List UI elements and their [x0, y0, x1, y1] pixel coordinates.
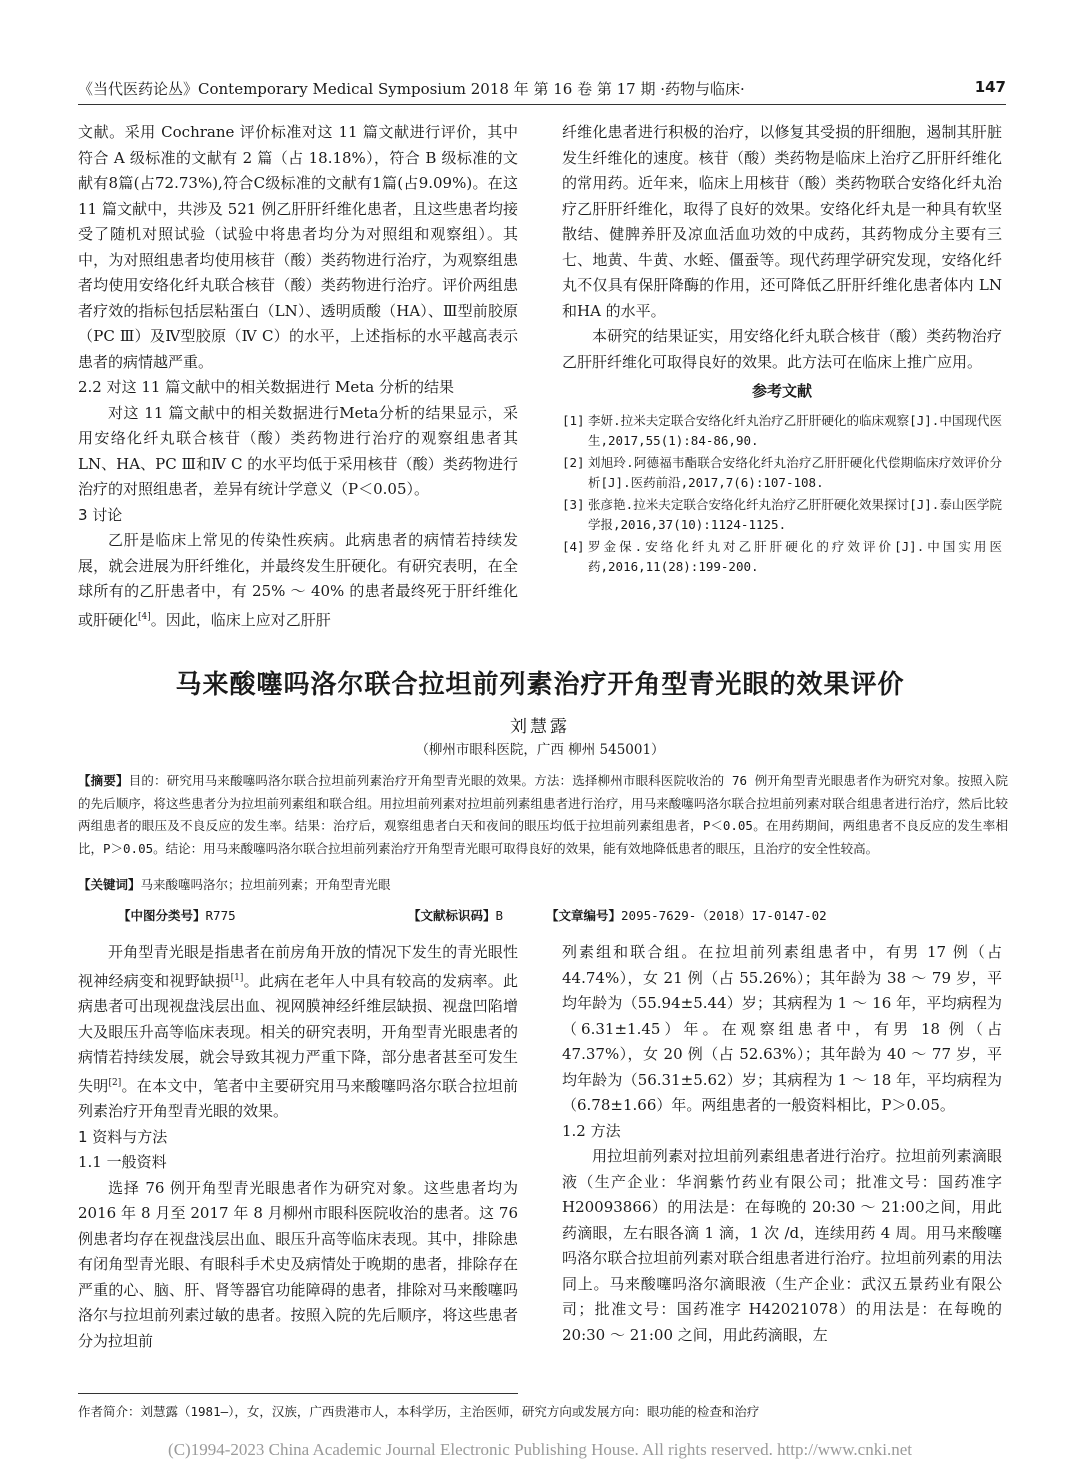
article-title: 马来酸噻吗洛尔联合拉坦前列素治疗开角型青光眼的效果评价	[175, 670, 905, 700]
section-heading-1: 1 资料与方法	[78, 1127, 168, 1146]
body-paragraph: 乙肝是临床上常见的传染性疾病。此病患者的病情若持续发展，就会进展为肝纤维化，并最终发生肝硬化。有研究表明，在全球所有的乙肝患者中，有 25% ～ 40% 的患者最终死于肝纤维化或肝硬化[4]。因此，临床上应对乙肝肝	[78, 531, 518, 629]
abstract	[78, 770, 1008, 860]
keywords	[78, 875, 1008, 893]
body-paragraph: 对这 11 篇文献中的相关数据进行Meta分析的结果显示，采用安络化纤丸联合核苷（酸）类药物进行治疗的观察组患者其LN、HA、PC Ⅲ和Ⅳ C 的水平均低于采用核苷（酸）类药物进行治疗的对照组患者，差异有统计学意义（P＜0.05）。	[78, 403, 518, 498]
header-rule	[78, 104, 1006, 105]
author-affiliation: （柳州市眼科医院，广西 柳州 545001）	[415, 742, 665, 758]
keywords-text: 马来酸噻吗洛尔；拉坦前列素；开角型青光眼	[140, 877, 391, 892]
citation[interactable]: [2]	[108, 1077, 122, 1088]
reference-number: [2]	[562, 454, 585, 470]
body-paragraph: 纤维化患者进行积极的治疗，以修复其受损的肝细胞，遏制其肝脏发生纤维化的速度。核苷（酸）类药物是临床上治疗乙肝肝纤维化的常用药。近年来，临床上用核苷（酸）类药物联合安络化纤丸治疗乙肝肝纤维化，取得了良好的效果。安络化纤丸是一种具有软坚散结、健脾养肝及凉血活血功效的中成药，其药物成分主要有三七、地黄、牛黄、水蛭、僵蚕等。现代药理学研究发现，安络化纤丸不仅具有保肝降酶的作用，还可降低乙肝肝纤维化患者体内 LN 和HA 的水平。	[562, 123, 1002, 320]
running-header	[78, 74, 1006, 104]
reference-item	[562, 453, 1002, 493]
reference-text: 张彦艳.拉米夫定联合安络化纤丸治疗乙肝肝硬化效果探讨[J].泰山医学院学报,2016,37(10):1124-1125.	[588, 496, 1002, 532]
body-paragraph: 用拉坦前列素对拉坦前列素组患者进行治疗。拉坦前列素滴眼液（生产企业：华润紫竹药业有限公司；批准文号：国药准字 H20093866）的用法是：在每晚的 20:30 ～ 21:00之间，用此药滴眼，左右眼各滴 1 滴，1 次 /d，连续用药 4 周。用马来酸噻吗洛尔联合拉坦前列素对联合组患者进行治疗。拉坦前列素的用法同上。马来酸噻吗洛尔滴眼液（生产企业：武汉五景药业有限公司；批准文号：国药准字 H42021078）的用法是：在每晚的 20:30 ～ 21:00 之间，用此药滴眼，左	[562, 1147, 1002, 1344]
author-footnote: 作者简介：刘慧露（1981—），女，汉族，广西贵港市人，本科学历，主治医师，研究方向或发展方向：眼功能的检查和治疗	[78, 1404, 760, 1419]
reference-number: [3]	[562, 496, 585, 512]
footnote-rule	[78, 1393, 518, 1394]
author-name: 刘慧露	[510, 717, 570, 737]
doc-code: 【文献标识码】B	[408, 908, 504, 923]
intro-paragraph: 开角型青光眼是指患者在前房角开放的情况下发生的青光眼性视神经病变和视野缺损[1]。此病在老年人中具有较高的发病率。此病患者可出现视盘浅层出血、视网膜神经纤维层缺损、视盘凹陷增大及眼压升高等临床表现。相关的研究表明，开角型青光眼患者的病情若持续发展，就会导致其视力严重下降，部分患者甚至可发生失明[2]。在本文中，笔者中主要研究用马来酸噻吗洛尔联合拉坦前列素治疗开角型青光眼的效果。	[78, 943, 518, 1120]
section-heading-1-1: 1.1 一般资料	[78, 1153, 167, 1171]
reference-number: [1]	[562, 412, 585, 428]
citation[interactable]: [1]	[230, 972, 244, 983]
page-number: 147	[974, 78, 1006, 96]
clc-code: 【中图分类号】R775	[118, 908, 236, 923]
reference-text: 李妍.拉米夫定联合安络化纤丸治疗乙肝肝硬化的临床观察[J].中国现代医生,2017,55(1):84-86,90.	[588, 412, 1002, 448]
citation[interactable]: [4]	[138, 611, 151, 622]
body-paragraph: 列素组和联合组。在拉坦前列素组患者中，有男 17 例（占44.74%），女 21 例（占 55.26%）；其年龄为 38 ～ 79 岁，平均年龄为（55.94±5.44）岁；其病程为 1 ～ 16 年，平均病程为（6.31±1.45）年。在观察组患者中，有男 18 例（占47.37%），女 20 例（占 52.63%）；其年龄为 40 ～ 77 岁，平均年龄为（56.31±5.62）岁；其病程为 1 ～ 18 年，平均病程为（6.78±1.66）年。两组患者的一般资料相比，P＞0.05。	[562, 943, 1002, 1114]
article-number: 【文章编号】2095-7629-（2018）17-0147-02	[546, 908, 827, 923]
references-heading: 参考文献	[751, 382, 812, 400]
prev-article-right-column	[562, 120, 1002, 579]
abstract-text: 目的：研究用马来酸噻吗洛尔联合拉坦前列素治疗开角型青光眼的效果。方法：选择柳州市眼科医院收治的 76 例开角型青光眼患者作为研究对象。按照入院的先后顺序，将这些患者分为拉坦前列素组和联合组。用拉坦前列素对拉坦前列素组患者进行治疗，用马来酸噻吗洛尔联合拉坦前列素对联合组患者进行治疗，然后比较两组患者的眼压及不良反应的发生率。结果：治疗后，观察组患者白天和夜间的眼压均低于拉坦前列素组患者，P＜0.05。在用药期间，两组患者不良反应的发生率相比，P＞0.05。结论：用马来酸噻吗洛尔联合拉坦前列素治疗开角型青光眼可取得良好的效果，能有效地降低患者的眼压，且治疗的安全性较高。	[78, 773, 1008, 856]
article-left-column	[78, 940, 518, 1354]
body-paragraph: 本研究的结果证实，用安络化纤丸联合核苷（酸）类药物治疗乙肝肝纤维化可取得良好的效果。此方法可在临床上推广应用。	[562, 327, 1002, 371]
reference-item	[562, 495, 1002, 535]
prev-article-left-column	[78, 120, 518, 633]
keywords-label: 【关键词】	[78, 877, 141, 892]
article-right-column	[562, 940, 1002, 1348]
section-heading-1-2: 1.2 方法	[562, 1121, 621, 1140]
section-heading-3: 3 讨论	[78, 505, 123, 524]
abstract-label: 【摘要】	[78, 773, 129, 788]
journal-info: 《当代医药论丛》Contemporary Medical Symposium 2018 年 第 16 卷 第 17 期 ·药物与临床·	[78, 80, 745, 98]
reference-item	[562, 411, 1002, 451]
reference-text: 罗金保.安络化纤丸对乙肝肝硬化的疗效评价[J].中国实用医药,2016,11(28):199-200.	[588, 538, 1002, 574]
reference-item	[562, 537, 1002, 577]
body-paragraph: 选择 76 例开角型青光眼患者作为研究对象。这些患者均为 2016 年 8 月至 2017 年 8 月柳州市眼科医院收治的患者。这 76 例患者均存在视盘浅层出血、眼压升高等临床表现。其中，排除患有闭角型青光眼、有眼科手术史及病情处于晚期的患者，排除存在严重的心、脑、肝、肾等器官功能障碍的患者，排除对马来酸噻吗洛尔与拉坦前列素过敏的患者。按照入院的先后顺序，将这些患者分为拉坦前	[78, 1178, 518, 1350]
reference-text: 刘旭玲.阿德福韦酯联合安络化纤丸治疗乙肝肝硬化代偿期临床疗效评价分析[J].医药前沿,2017,7(6):107-108.	[588, 454, 1002, 490]
reference-list	[562, 411, 1002, 577]
copyright-notice: (C)1994-2023 China Academic Journal Electronic Publishing House. All rights reserved. http://www.cnki.net	[168, 1440, 912, 1459]
body-paragraph: 文献。采用 Cochrane 评价标准对这 11 篇文献进行评价，其中符合 A 级标准的文献有 2 篇（占 18.18%），符合 B 级标准的文献有8篇(占72.73%),符合C级标准的文献有1篇(占9.09%)。在这 11 篇文献中，共涉及 521 例乙肝肝纤维化患者，且这些患者均接受了随机对照试验（试验中将患者均分为对照组和观察组）。其中，为对照组患者均使用核苷（酸）类药物进行治疗，为观察组患者均使用安络化纤丸联合核苷（酸）类药物进行治疗。评价两组患者疗效的指标包括层粘蛋白（LN）、透明质酸（HA）、Ⅲ型前胶原（PC Ⅲ）及Ⅳ型胶原（Ⅳ C）的水平，上述指标的水平越高表示患者的病情越严重。	[78, 123, 518, 371]
section-heading-2-2: 2.2 对这 11 篇文献中的相关数据进行 Meta 分析的结果	[78, 378, 454, 396]
reference-number: [4]	[562, 538, 585, 554]
